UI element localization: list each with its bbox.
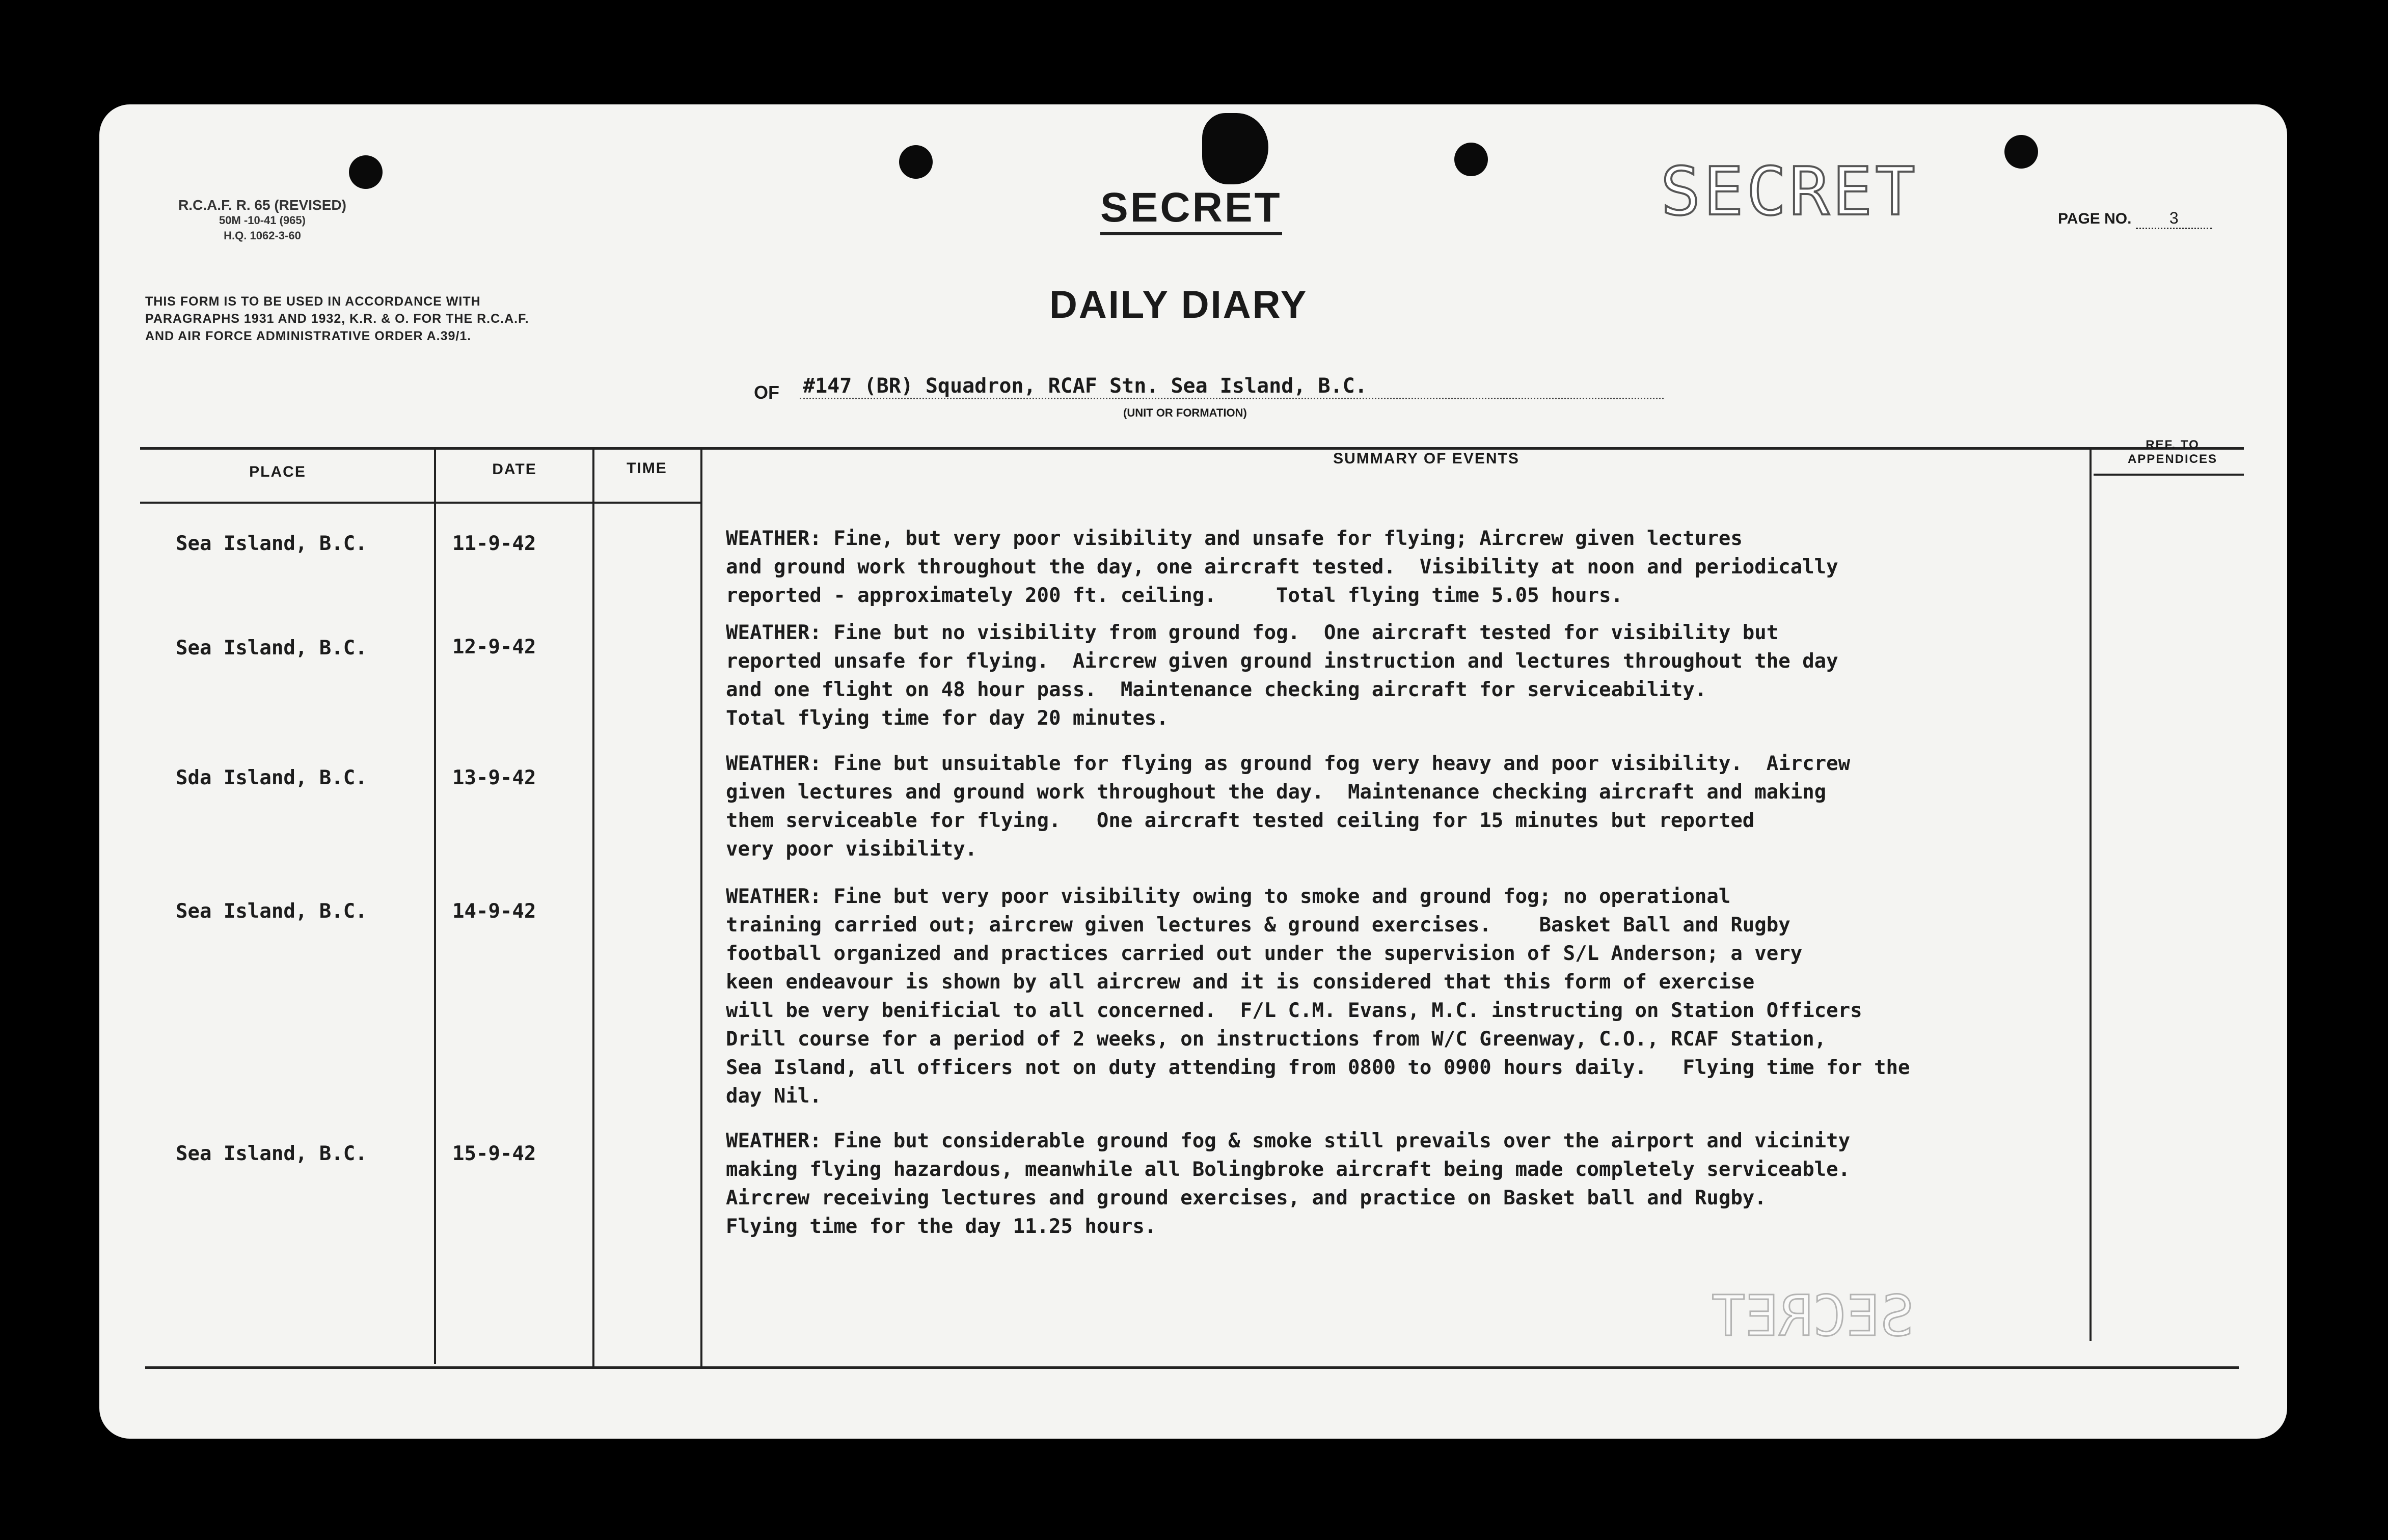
entry-summary: WEATHER: Fine but very poor visibility owing to smoke and ground fog; no operational training carried out; aircrew given lectures & ground exercises. Basket Ball and Rugby football organized and practices carried out under the supervision of S/L Anderson; a very keen endeavour is shown by all aircrew and it is considered that this form of exercise will be very benificial to all concerned. F/L C.M. Evans, M.C. instructing on Station Officers Drill course for a period of 2 weeks, on instructions from W/C Greenway, C.O., RCAF Station, Sea Island, all officers not on duty attending from 0800 to 0900 hours daily. Flying time for the day Nil. bbox=[726, 885, 1910, 1108]
bleed-through-stamp: SECRET bbox=[1712, 1283, 1914, 1349]
form-reference bbox=[145, 198, 379, 243]
table-top-rule bbox=[140, 447, 2244, 450]
table-bottom-rule bbox=[145, 1366, 2239, 1369]
column-header-summary: SUMMARY OF EVENTS bbox=[1333, 450, 1519, 467]
form-print-code: 50M -10-41 (965) bbox=[219, 214, 306, 227]
entry-place: Sea Island, B.C. bbox=[176, 1142, 367, 1165]
of-label: OF bbox=[754, 382, 779, 403]
page-number bbox=[2058, 209, 2212, 229]
column-divider bbox=[434, 447, 436, 1364]
form-hq-code: H.Q. 1062-3-60 bbox=[224, 229, 301, 242]
column-divider bbox=[2090, 447, 2092, 1341]
entry-place: Sea Island, B.C. bbox=[176, 637, 367, 659]
header-rule-right bbox=[2094, 474, 2244, 476]
binder-hole bbox=[899, 145, 933, 179]
unit-field: #147 (BR) Squadron, RCAF Stn. Sea Island, B.C. bbox=[800, 374, 1664, 399]
entry-place: Sda Island, B.C. bbox=[176, 766, 367, 789]
entry-date: 12-9-42 bbox=[452, 636, 536, 658]
secret-heading: SECRET bbox=[1100, 183, 1282, 235]
entry-date: 13-9-42 bbox=[452, 766, 536, 789]
column-divider bbox=[592, 447, 594, 1366]
binder-hole bbox=[1454, 143, 1488, 176]
column-divider bbox=[700, 447, 702, 1366]
entry-summary: WEATHER: Fine but unsuitable for flying as ground fog very heavy and poor visibility. Aircrew given lectures and ground work throughout the day. Maintenance checking aircraft and making them serviceable for flying. One aircraft tested ceiling for 15 minutes but reported very poor visibility. bbox=[726, 752, 1851, 861]
entry-date: 14-9-42 bbox=[452, 900, 536, 923]
column-header-place: PLACE bbox=[249, 463, 306, 480]
entry-date: 11-9-42 bbox=[452, 532, 536, 555]
unit-caption: (UNIT OR FORMATION) bbox=[1123, 406, 1247, 419]
page-title: DAILY DIARY bbox=[1049, 283, 1308, 326]
page-number-label: PAGE NO. bbox=[2058, 210, 2132, 227]
form-instructions: THIS FORM IS TO BE USED IN ACCORDANCE WITH PARAGRAPHS 1931 AND 1932, K.R. & O. FOR THE R.C.A.F. AND AIR FORCE ADMINISTRATIVE ORDER A.39/1. bbox=[145, 294, 529, 343]
entry-summary: WEATHER: Fine, but very poor visibility and unsafe for flying; Aircrew given lectures and ground work throughout the day, one aircraft tested. Visibility at noon and periodically reported - approximately 200 ft. ceiling. Total flying time 5.05 hours. bbox=[726, 527, 1838, 607]
entry-summary: WEATHER: Fine but no visibility from ground fog. One aircraft tested for visibility but reported unsafe for flying. Aircrew given ground instruction and lectures throughout the day and one flight on 48 hour pass. Maintenance checking aircraft for serviceability. Total flying time for day 20 minutes. bbox=[726, 621, 1838, 730]
column-header-appendices: REF. TO APPENDICES bbox=[2127, 438, 2218, 466]
page-number-value: 3 bbox=[2136, 209, 2212, 229]
entry-place: Sea Island, B.C. bbox=[176, 900, 367, 923]
secret-stamp: SECRET bbox=[1661, 153, 1918, 230]
column-header-time: TIME bbox=[627, 460, 667, 477]
binder-hole bbox=[2004, 135, 2038, 169]
binder-hole bbox=[349, 155, 383, 189]
header-rule-left bbox=[140, 502, 700, 504]
entry-summary: WEATHER: Fine but considerable ground fog & smoke still prevails over the airport and vicinity making flying hazardous, meanwhile all Bolingbroke aircraft being made completely serviceable. Aircrew receiving lectures and ground exercises, and practice on Basket ball and Rugby. Flying time for the day 11.25 hours. bbox=[726, 1130, 1851, 1238]
column-header-date: DATE bbox=[492, 461, 537, 478]
entry-date: 15-9-42 bbox=[452, 1142, 536, 1165]
entry-place: Sea Island, B.C. bbox=[176, 532, 367, 555]
form-number: R.C.A.F. R. 65 (REVISED) bbox=[178, 197, 346, 213]
